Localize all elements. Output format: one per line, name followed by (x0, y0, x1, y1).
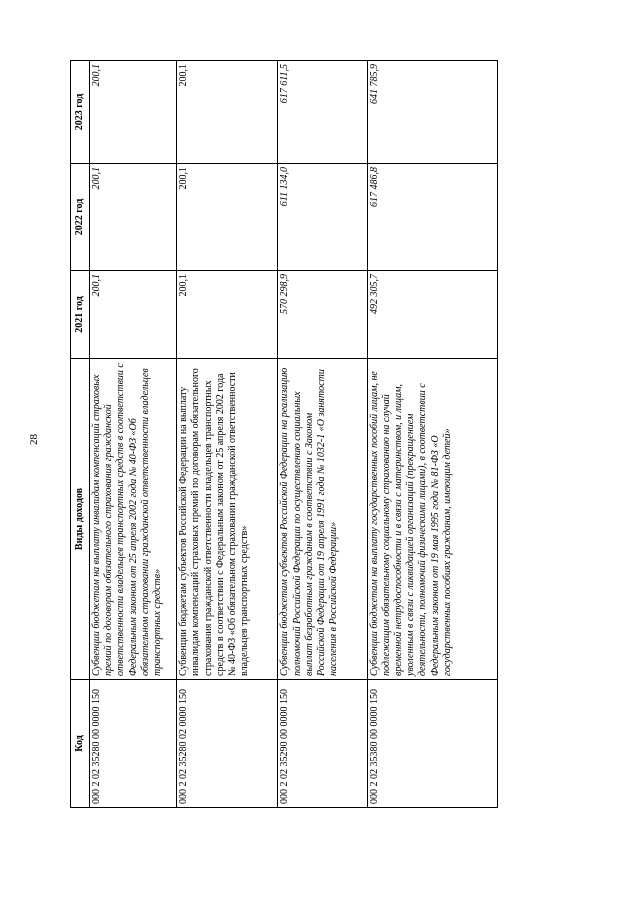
table-row (367, 61, 497, 808)
table-header-row (71, 61, 90, 808)
row-value-2023: 617 611,5 (278, 61, 367, 164)
header-name: Виды доходов (71, 359, 90, 680)
header-2022: 2022 год (71, 164, 90, 271)
row-value-2021: 200,1 (90, 271, 177, 359)
rotated-table-container (70, 61, 498, 808)
row-name: Субвенции бюджетам на выплату государственных пособий лицам, не подлежащим обязательному социальному страхованию на случай временной нетрудоспособности и в связи с материнством, и лицам, уволенным в связи с ликвидацией организаций (прекращением деятельности, полномочий физическими лицами), в соответствии с Федеральным законом от 19 мая 1995 года № 81-ФЗ «О государственных пособиях гражданам, имеющим детей» (367, 359, 497, 680)
row-value-2021: 200,1 (177, 271, 278, 359)
row-code: 000 2 02 35380 00 0000 150 (367, 680, 497, 808)
row-value-2022: 200,1 (90, 164, 177, 271)
row-value-2023: 200,1 (90, 61, 177, 164)
row-name: Субвенции бюджетам субъектов Российской Федерации на реализацию полномочий Российской Федерации по осуществлению социальных выплат безработным гражданам в соответствии с Законом Российской Федерации от 19 апреля 1991 года № 1032-1 «О занятости населения в Российской Федерации» (278, 359, 367, 680)
row-name: Субвенции бюджетам субъектов Российской Федерации на выплату инвалидам компенсаций страховых премий по договорам обязательного страхования гражданской ответственности владельцев транспортных средств в соответствии с Федеральным законом от 25 апреля 2002 года № 40-ФЗ «Об обязательном страховании гражданской ответственности владельцев транспортных средств» (177, 359, 278, 680)
page-number: 28 (28, 434, 40, 445)
header-2021: 2021 год (71, 271, 90, 359)
row-value-2023: 200,1 (177, 61, 278, 164)
row-value-2021: 570 298,9 (278, 271, 367, 359)
row-code: 000 2 02 35290 00 0000 150 (278, 680, 367, 808)
row-value-2021: 492 305,7 (367, 271, 497, 359)
row-code: 000 2 02 35280 00 0000 150 (90, 680, 177, 808)
table-row (90, 61, 177, 808)
table-row (278, 61, 367, 808)
row-value-2022: 611 134,0 (278, 164, 367, 271)
row-value-2023: 641 785,9 (367, 61, 497, 164)
row-code: 000 2 02 35280 02 0000 150 (177, 680, 278, 808)
header-2023: 2023 год (71, 61, 90, 164)
header-code: Код (71, 680, 90, 808)
revenue-table (70, 60, 498, 808)
row-value-2022: 200,1 (177, 164, 278, 271)
row-name: Субвенции бюджетам на выплату инвалидам компенсаций страховых премий по договорам обязательного страхования гражданской ответственности владельцев транспортных средств в соответствии с Федеральным законом от 25 апреля 2002 года № 40-ФЗ «Об обязательном страховании гражданской ответственности владельцев транспортных средств» (90, 359, 177, 680)
table-row (177, 61, 278, 808)
row-value-2022: 617 486,8 (367, 164, 497, 271)
